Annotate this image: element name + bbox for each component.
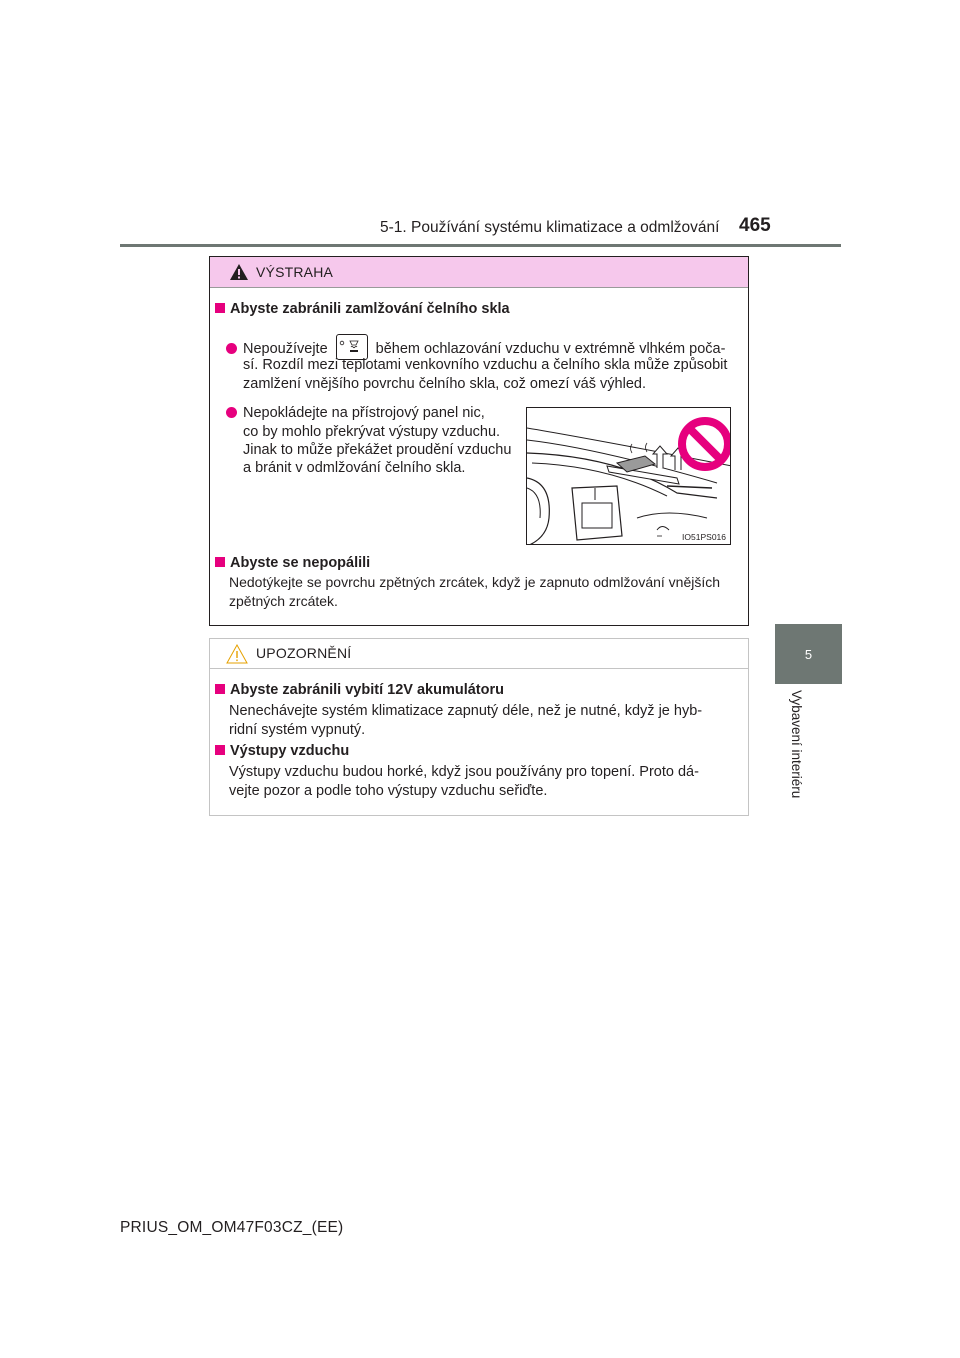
page-number: 465 [739, 215, 771, 236]
warning-bullet-2-line2: co by mohlo překrývat výstupy vzduchu. [243, 424, 501, 440]
caution-header [210, 639, 748, 669]
caution-triangle-icon [226, 644, 248, 664]
section-marker [215, 557, 225, 567]
caution-section-1-line2: ridní systém vypnutý. [229, 722, 366, 738]
warning-section-1-title: Abyste zabránili zamlžování čelního skla [215, 299, 510, 319]
warning-bullet-2-line1: Nepokládejte na přístrojový panel nic, [226, 403, 485, 423]
header-rule [120, 244, 841, 247]
warning-heading: VÝSTRAHA [256, 264, 334, 280]
bullet-marker [226, 343, 237, 354]
warning-bullet-2-line3: Jinak to může překážet proudění vzduchu [243, 442, 512, 458]
prohibition-icon [677, 416, 731, 472]
warning-header [210, 257, 748, 288]
caution-section-2-line2: vejte pozor a podle toho výstupy vzduchu seřiďte. [229, 783, 548, 799]
warning-section-2-line2: zpětných zrcátek. [229, 593, 338, 609]
warning-bullet-1-line2: sí. Rozdíl mezi teplotami venkovního vzduchu a čelního skla může způsobit [243, 357, 728, 373]
bullet-marker [226, 407, 237, 418]
chapter-tab [775, 624, 842, 684]
warning-bullet-2-line4: a bránit v odmlžování čelního skla. [243, 460, 466, 476]
section-title: 5-1. Používání systému klimatizace a odmlžování [380, 219, 720, 236]
dashboard-illustration [526, 407, 731, 545]
chapter-number: 5 [804, 646, 813, 662]
warning-bullet-1-line3: zamlžení vnějšího povrchu čelního skla, což omezí váš výhled. [243, 376, 646, 392]
warning-bullet-1-line1: Nepoužívejte během ochlazování vzduchu v extrémně vlhkém poča- [226, 334, 725, 360]
caution-section-2-line1: Výstupy vzduchu budou horké, když jsou používány pro topení. Proto dá- [229, 764, 699, 780]
document-code: PRIUS_OM_OM47F03CZ_(EE) [120, 1219, 344, 1236]
section-marker [215, 745, 225, 755]
figure-code: IO51PS016 [682, 532, 726, 542]
caution-section-1-title: Abyste zabránili vybití 12V akumulátoru [215, 680, 504, 700]
section-marker [215, 684, 225, 694]
chapter-title: Vybavení interiéru [789, 690, 804, 799]
caution-section-2-title: Výstupy vzduchu [215, 741, 349, 761]
section-marker [215, 303, 225, 313]
caution-heading: UPOZORNĚNÍ [256, 645, 352, 661]
warning-section-2-title: Abyste se nepopálili [215, 553, 370, 573]
caution-section-1-line1: Nenechávejte systém klimatizace zapnutý déle, než je nutné, když je hyb- [229, 703, 703, 719]
warning-section-2-line1: Nedotýkejte se povrchu zpětných zrcátek, když je zapnuto odmlžování vnějších [229, 574, 721, 590]
warning-triangle-icon [229, 263, 249, 281]
